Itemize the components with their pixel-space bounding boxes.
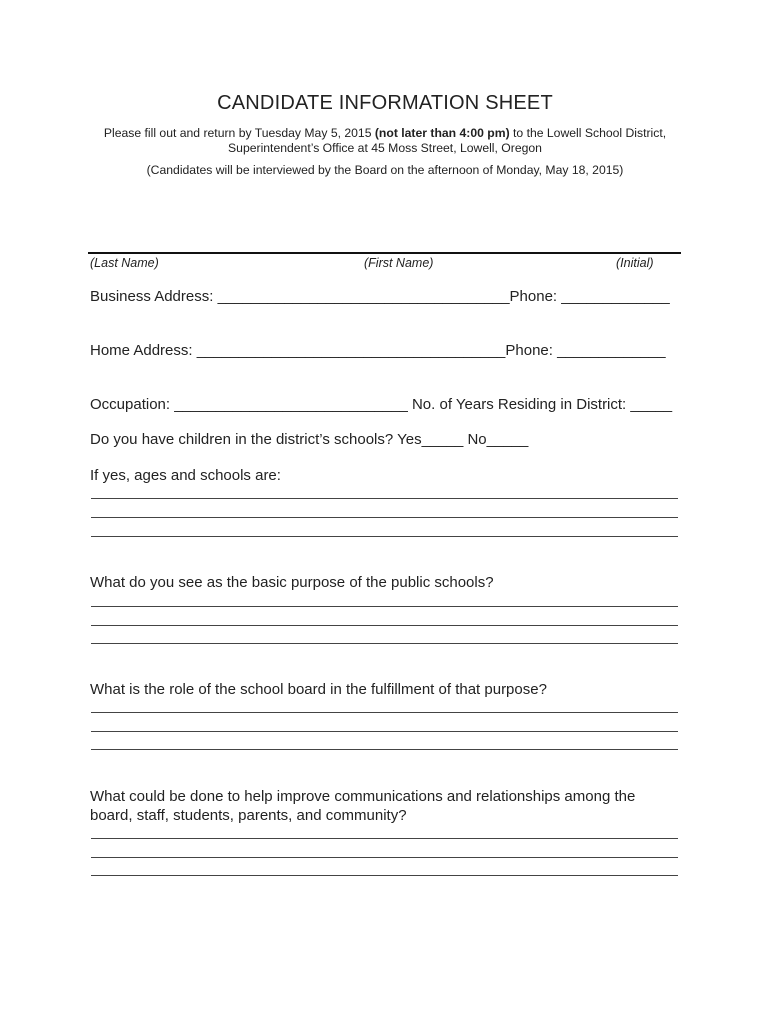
question-board-role: What is the role of the school board in the fulfillment of that purpose? [90, 681, 547, 698]
answer-line[interactable] [91, 517, 678, 518]
question-purpose: What do you see as the basic purpose of the public schools? [90, 574, 494, 591]
children-field[interactable]: Do you have children in the district’s schools? Yes_____ No_____ [90, 431, 529, 448]
answer-line[interactable] [91, 498, 678, 499]
ages-schools-label: If yes, ages and schools are: [90, 467, 281, 484]
instructions-deadline: (not later than 4:00 pm) [374, 126, 510, 140]
answer-line[interactable] [91, 643, 678, 644]
answer-line[interactable] [91, 875, 678, 876]
instructions-text-1: Please fill out and return by Tuesday May 5, 2015 [103, 126, 375, 140]
answer-line[interactable] [91, 749, 678, 750]
interview-note: (Candidates will be interviewed by the Board on the afternoon of Monday, May 18, 2015) [146, 163, 624, 177]
answer-line[interactable] [91, 625, 678, 626]
question-communications: What could be done to help improve communications and relationships among the board, staff, students, parents, and community? [90, 788, 636, 824]
business-address-field[interactable]: Business Address: ___________________________________Phone: _____________ [90, 288, 670, 305]
initial-label: (Initial) [616, 256, 654, 270]
instructions [60, 126, 710, 156]
page-title: CANDIDATE INFORMATION SHEET [217, 92, 553, 114]
occupation-field[interactable]: Occupation: ____________________________ No. of Years Residing in District: _____ [90, 396, 673, 413]
instructions-text-2: to the Lowell School District, [509, 126, 667, 140]
answer-line[interactable] [91, 731, 678, 732]
answer-line[interactable] [91, 712, 678, 713]
home-address-field[interactable]: Home Address: _____________________________________Phone: _____________ [90, 342, 666, 359]
name-input-line[interactable] [88, 252, 681, 254]
first-name-label: (First Name) [364, 256, 434, 270]
answer-line[interactable] [91, 838, 678, 839]
answer-line[interactable] [91, 536, 678, 537]
answer-line[interactable] [91, 606, 678, 607]
instructions-address: Superintendent’s Office at 45 Moss Street, Lowell, Oregon [228, 141, 542, 155]
answer-line[interactable] [91, 857, 678, 858]
last-name-label: (Last Name) [90, 256, 159, 270]
